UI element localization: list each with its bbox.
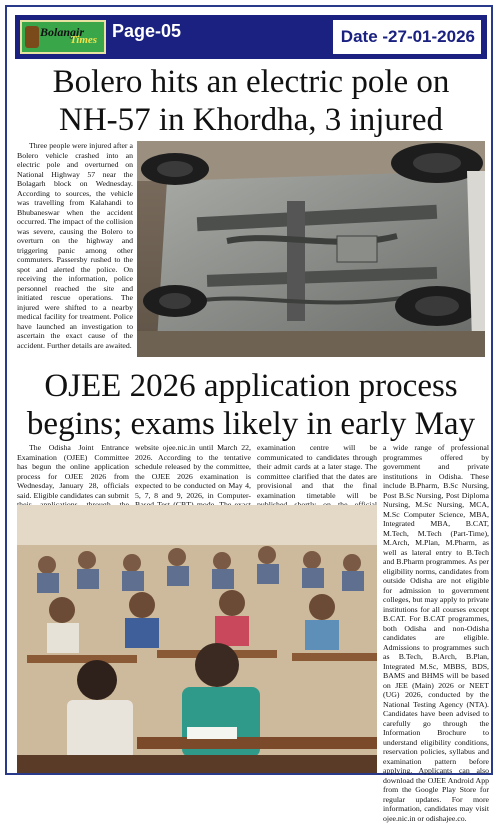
issue-date: Date -27-01-2026 [340, 27, 475, 46]
story1-paragraph: Three people were injured after a Bolero vehicle crashed into an electric pole and overturned on National Highway 57 near the Bolagarh block on Wednesday. According to sources, the vehicle was travelling from Kalahandi to Bhubaneswar when the accident occurred. The impact of the collision was severe, causing the Bolero to overturn on the highway and triggering panic among other commuters. Passersby rushed to the spot and alerted the police. On receiving the information, police personnel reached the site and initiated rescue operations. The injured were shifted to a nearby medical facility for treatment. Police have launched an investigation to ascertain the exact cause of the accident. Further details are awaited. [17, 141, 133, 350]
story2-column-2 [135, 443, 251, 501]
story2-col1-text: The Odisha Joint Entrance Examination (OJEE) Committee has begun the online application process for OJEE 2026 from Wednesday, January 28, officials said. Eligible candidates can submit [17, 443, 129, 500]
newspaper-page [5, 5, 493, 823]
page-number: Page-05 [112, 21, 182, 41]
story2-col2-text: website ojee.nic.in until March 22, 2026. According to the tentative schedule released by the committee, the OJEE 2026 examination is expected to be conducted on May 4, 5, 7, 8 and 9, 2026, in Computer- [135, 443, 251, 500]
masthead [15, 15, 487, 59]
story1-headline-line2: NH-57 in Khordha, 3 injured [58, 102, 443, 138]
logo-mark-icon [25, 26, 39, 48]
story2-column-1 [17, 443, 129, 501]
story1-headline [15, 63, 487, 139]
exam-hall-photo [17, 505, 377, 773]
story1-headline-line1: Bolero hits an electric pole on [52, 64, 450, 100]
overturned-vehicle-illustration [137, 141, 485, 357]
story2-column-3 [257, 443, 377, 501]
accident-photo [137, 141, 485, 357]
story2-col3-text: examination centre will be communicated to candidates through their admit cards at a later stage. The committee clarified that the dates are provisional and that the final examination timetable will be [257, 443, 377, 500]
story1-body [17, 141, 133, 361]
logo-text-b: Times [70, 34, 98, 46]
logo-text-a: Bolangir [40, 25, 85, 39]
newspaper-logo [20, 20, 106, 54]
story2-col4-text: a wide range of professional programmes offered by government and private institutions in Odisha. These include B.Pharm, B.Sc Nursing, Post B.Sc Nursing, Post Diploma Nursing, M.Sc Nursing, MCA, M.Sc Computer Science, MBA, Integrated MBA, B.CAT, M.Tech, M.Tech (Part-Time), M.Arch, M.Plan, M.Pharm, as well as lateral entry to B.Tech and B.Pharm programmes. As per eligibility norms, candidates from outside Odisha are not eligible for admission to government colleges, but may apply to private institutions for all courses except B.CAT. For B.CAT programmes, both Odisha and non-Odisha candidates are eligible. Admissions to programmes such as B.Tech, B.Arch, B.Plan, Integrated M.Sc, MBBS, BDS, BAMS and BHMS will be based on JEE (Main) 2026 or NEET (UG) 2026, conducted by the National Testing Agency (NTA). Candidates have been advised to carefully go through the Information Brochure to understand eligibility conditions, reservation policies, syllabus and examination pattern before applying. Applicants can also download the OJEE Android App from the Google Play Store for regular updates. For more information, candidates may visit ojee.nic.in or odishajee.co. [383, 443, 489, 823]
exam-hall-illustration [17, 505, 377, 773]
story2-headline [15, 367, 487, 443]
story2-column-4 [383, 443, 489, 823]
story2-headline-line1: OJEE 2026 application process [44, 368, 458, 404]
story2-headline-line2: begins; exams likely in early May [26, 406, 476, 442]
